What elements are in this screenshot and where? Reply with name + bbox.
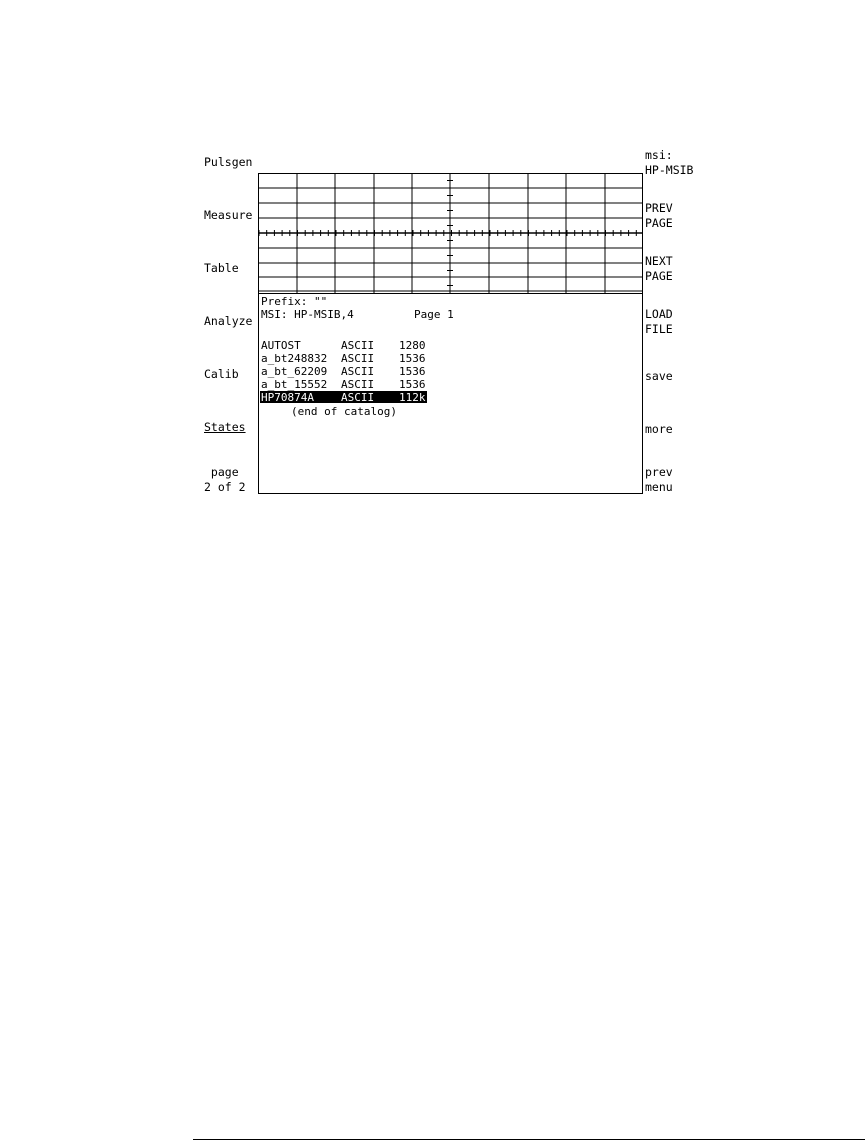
file-name: a_bt_62209 [261,365,328,378]
file-name: a_bt248832 [261,352,328,365]
softkey-pulsgen[interactable]: Pulsgen [204,155,253,169]
softkey-table[interactable]: Table [204,261,239,275]
catalog-file-row[interactable] [261,340,431,352]
file-type: ASCII [341,365,375,378]
footer-rule [193,1139,865,1140]
file-type: ASCII [341,339,375,352]
file-type: ASCII [341,391,375,404]
catalog-end-text: (end of catalog) [291,405,397,418]
catalog-prefix: Prefix: "" [261,295,328,308]
softkey-next-page[interactable]: NEXT PAGE [645,254,673,283]
softkey-page-indicator[interactable]: page 2 of 2 [204,465,246,494]
catalog-file-row[interactable] [261,353,431,365]
file-name: HP70874A [261,391,314,404]
softkey-msi-select[interactable]: msi: HP-MSIB [645,148,694,177]
file-type: ASCII [341,378,375,391]
catalog-file-row[interactable] [261,366,431,378]
file-size: 112k [399,391,426,404]
catalog-panel [258,293,643,494]
file-size: 1536 [399,352,426,365]
file-name: AUTOST [261,339,301,352]
file-size: 1536 [399,365,426,378]
file-size: 1536 [399,378,426,391]
softkey-states[interactable]: States [204,420,246,434]
catalog-file-row-selected[interactable] [260,391,427,403]
softkey-prev-menu[interactable]: prev menu [645,465,673,494]
softkey-save[interactable]: save [645,369,673,383]
catalog-file-row[interactable] [261,379,431,391]
catalog-msi: MSI: HP-MSIB,4 [261,308,354,321]
catalog-page-label: Page 1 [414,308,454,321]
softkey-more[interactable]: more [645,422,673,436]
softkey-load-file[interactable]: LOAD FILE [645,307,673,336]
file-name: a_bt_15552 [261,378,328,391]
softkey-measure[interactable]: Measure [204,208,253,222]
softkey-analyze[interactable]: Analyze [204,314,253,328]
softkey-calib[interactable]: Calib [204,367,239,381]
file-size: 1280 [399,339,426,352]
file-type: ASCII [341,352,375,365]
softkey-prev-page[interactable]: PREV PAGE [645,201,673,230]
